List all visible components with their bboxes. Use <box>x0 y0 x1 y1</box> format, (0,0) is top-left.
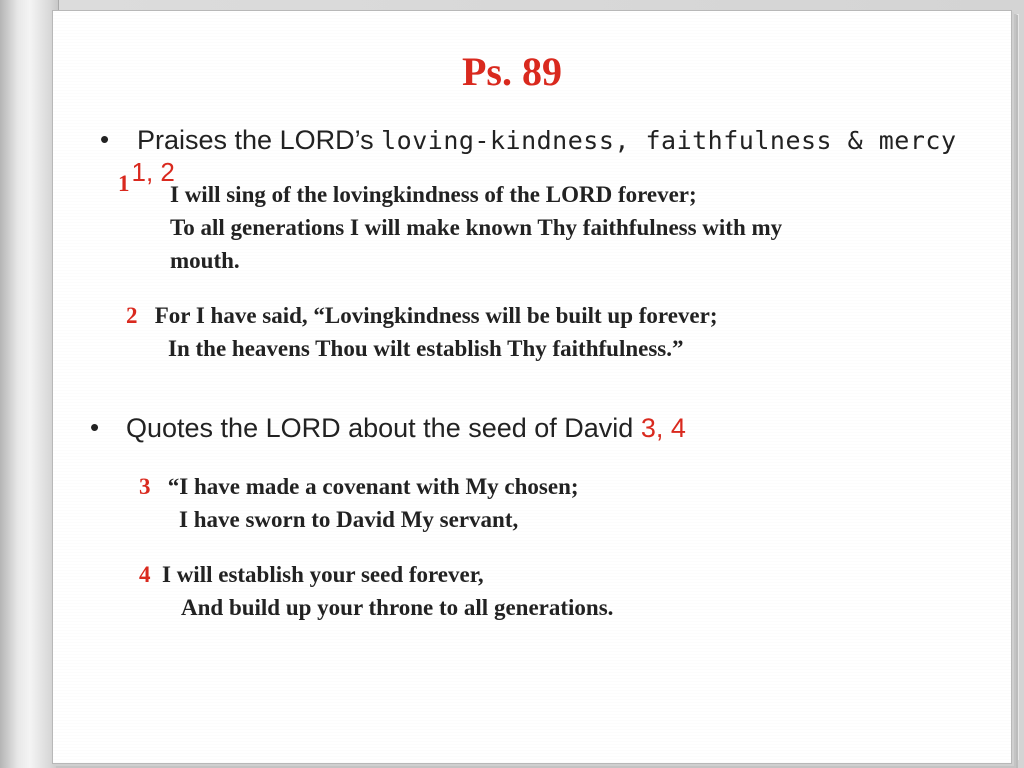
verse-line: I have sworn to David My servant, <box>179 507 519 532</box>
verse-line: To all generations I will make known Thy faithfulness with my <box>170 215 783 240</box>
verse-4-number: 4 <box>139 562 151 587</box>
bullet-text: Quotes the LORD about the seed of David <box>126 413 641 443</box>
verse-1-number: 1 <box>118 171 130 196</box>
verse-line: And build up your throne to all generations. <box>181 595 614 620</box>
verse-line: I will establish your seed forever, <box>162 562 484 587</box>
slide-title: Ps. 89 <box>462 49 562 94</box>
verse-line: mouth. <box>170 248 240 273</box>
verse-line: For I have said, “Lovingkindness will be built up forever; <box>154 303 718 328</box>
bullet-icon: • <box>100 124 110 154</box>
bullet-refs: 3, 4 <box>640 413 686 443</box>
verse-line: I will sing of the lovingkindness of the LORD forever; <box>170 182 697 207</box>
verse-line: In the heavens Thou wilt establish Thy faithfulness.” <box>168 336 684 361</box>
verse-2 <box>126 299 718 365</box>
bullet-text-part2: loving-kindness, faithfulness & mercy <box>381 126 957 155</box>
verse-2-number: 2 <box>126 303 138 328</box>
verse-1-marker: 1, 2 <box>131 157 175 187</box>
bullet-quotes <box>126 413 686 444</box>
bullet-icon: • <box>90 412 100 442</box>
verse-3 <box>139 470 579 536</box>
bullet-praises <box>137 125 1017 156</box>
verse-1-text <box>170 178 782 277</box>
verse-4 <box>139 558 613 624</box>
bullet-text-part1: Praises the LORD’s <box>137 125 382 155</box>
verse-3-number: 3 <box>139 474 151 499</box>
verse-1-reference <box>118 157 175 196</box>
verse-line: “I have made a covenant with My chosen; <box>167 474 579 499</box>
